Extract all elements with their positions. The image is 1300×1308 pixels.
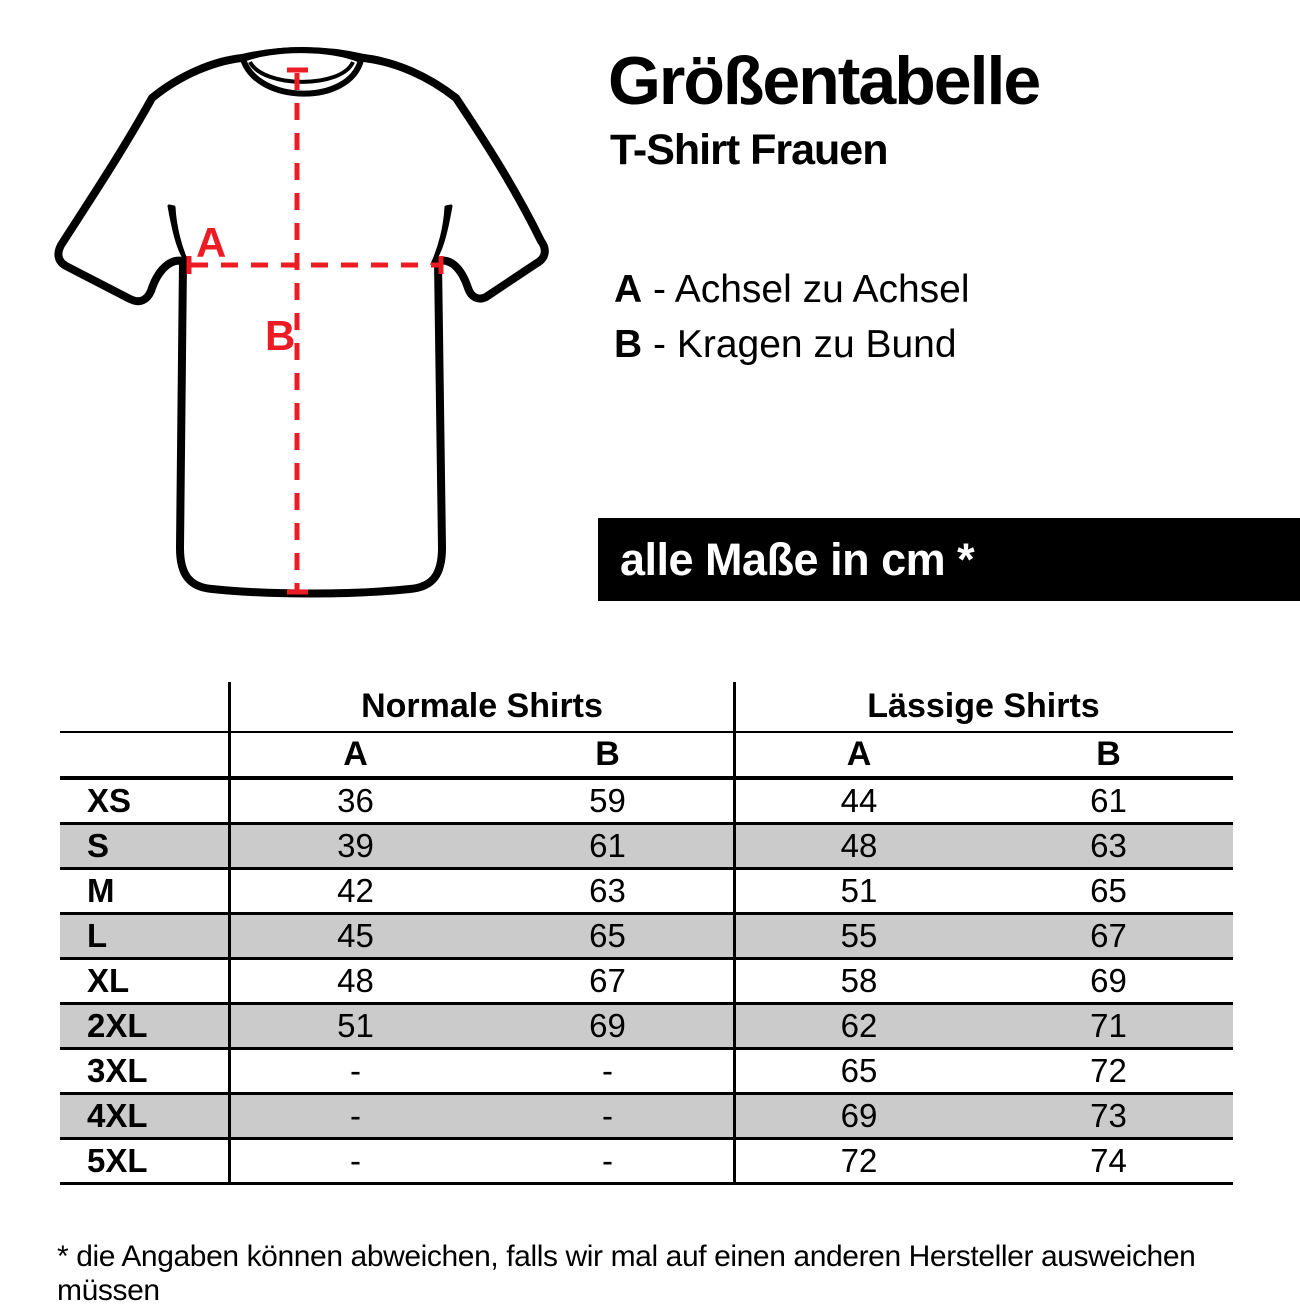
table-row — [60, 870, 1233, 915]
value-normal-b: 63 — [589, 872, 626, 909]
value-laessig-b: 69 — [1090, 962, 1127, 999]
value-laessig-a: 65 — [840, 1052, 878, 1089]
table-row — [60, 780, 1233, 825]
value-normal-a: - — [350, 1097, 361, 1134]
size-label: 4XL — [87, 1097, 148, 1134]
value-laessig-b: 71 — [1090, 1007, 1127, 1044]
size-label: S — [87, 827, 110, 864]
value-laessig-a: 72 — [840, 1142, 878, 1179]
measurement-legend — [614, 262, 970, 372]
value-laessig-b: 65 — [1090, 872, 1127, 909]
size-label: XS — [87, 782, 132, 819]
footnote: * die Angaben können abweichen, falls wir mal auf einen anderen Hersteller ausweichen müssen — [57, 1240, 1196, 1307]
subheader-normale-a: A — [343, 735, 368, 773]
legend-text-a: Achsel zu Achsel — [674, 268, 970, 311]
tshirt-outline — [58, 51, 544, 594]
value-normal-a: 45 — [337, 917, 374, 954]
value-normal-a: 39 — [337, 827, 374, 864]
value-normal-b: - — [602, 1052, 613, 1089]
value-laessig-b: 73 — [1090, 1097, 1127, 1134]
value-normal-b: 59 — [589, 782, 626, 819]
subheader-spacer — [60, 733, 230, 776]
group-header-spacer — [60, 682, 230, 731]
measure-b-label: B — [265, 312, 296, 359]
table-row — [60, 915, 1233, 960]
table-row — [60, 825, 1233, 870]
size-label: XL — [87, 962, 130, 999]
size-label: L — [87, 917, 108, 954]
value-laessig-a: 48 — [840, 827, 878, 864]
size-label: M — [87, 872, 115, 909]
value-normal-a: 36 — [337, 782, 374, 819]
group-header-normale: Normale Shirts — [361, 687, 603, 725]
page-subtitle: T-Shirt Frauen — [610, 126, 888, 174]
legend-text-b: Kragen zu Bund — [676, 323, 957, 366]
legend-item-a — [614, 262, 970, 317]
size-label: 5XL — [87, 1142, 148, 1179]
tshirt-diagram — [28, 22, 576, 614]
group-header-laessige: Lässige Shirts — [867, 687, 1100, 725]
value-laessig-a: 58 — [840, 962, 878, 999]
measure-a-label: A — [196, 219, 227, 266]
subheader-laessige-a: A — [846, 735, 872, 773]
value-laessig-b: 67 — [1090, 917, 1127, 954]
value-laessig-b: 74 — [1090, 1142, 1127, 1179]
page-title: Größentabelle — [608, 43, 1040, 119]
table-row — [60, 1140, 1233, 1185]
value-laessig-a: 51 — [840, 872, 878, 909]
legend-sep-a: - — [642, 268, 675, 311]
value-laessig-b: 61 — [1090, 782, 1127, 819]
table-divider-size — [228, 682, 231, 1185]
subheader-normale-b: B — [595, 735, 620, 773]
value-normal-a: - — [350, 1142, 361, 1179]
value-laessig-a: 44 — [840, 782, 878, 819]
table-group-header-row — [60, 682, 1233, 733]
units-banner — [598, 518, 1300, 601]
tshirt-svg — [28, 22, 576, 614]
value-laessig-b: 63 — [1090, 827, 1127, 864]
value-normal-b: 65 — [589, 917, 626, 954]
legend-key-a: A — [614, 268, 643, 311]
value-normal-b: 67 — [589, 962, 626, 999]
size-label: 3XL — [87, 1052, 148, 1089]
value-normal-a: 48 — [337, 962, 374, 999]
value-laessig-a: 55 — [840, 917, 878, 954]
subheader-laessige-b: B — [1096, 735, 1121, 773]
value-normal-a: 51 — [337, 1007, 374, 1044]
units-banner-text: alle Maße in cm * — [620, 533, 975, 585]
value-laessig-b: 72 — [1090, 1052, 1127, 1089]
value-normal-b: - — [602, 1142, 613, 1179]
value-laessig-a: 62 — [840, 1007, 878, 1044]
value-normal-b: 61 — [589, 827, 626, 864]
size-label: 2XL — [87, 1007, 148, 1044]
table-divider-groups — [733, 682, 736, 1185]
table-row — [60, 1095, 1233, 1140]
table-row — [60, 1005, 1233, 1050]
legend-key-b: B — [614, 323, 643, 366]
value-laessig-a: 69 — [840, 1097, 878, 1134]
size-table — [60, 682, 1233, 1185]
value-normal-a: 42 — [337, 872, 374, 909]
value-normal-a: - — [350, 1052, 361, 1089]
value-normal-b: 69 — [589, 1007, 626, 1044]
table-row — [60, 1050, 1233, 1095]
legend-item-b — [614, 317, 970, 372]
table-subheader-row — [60, 733, 1233, 780]
table-row — [60, 960, 1233, 1005]
value-normal-b: - — [602, 1097, 613, 1134]
legend-sep-b: - — [642, 323, 677, 366]
